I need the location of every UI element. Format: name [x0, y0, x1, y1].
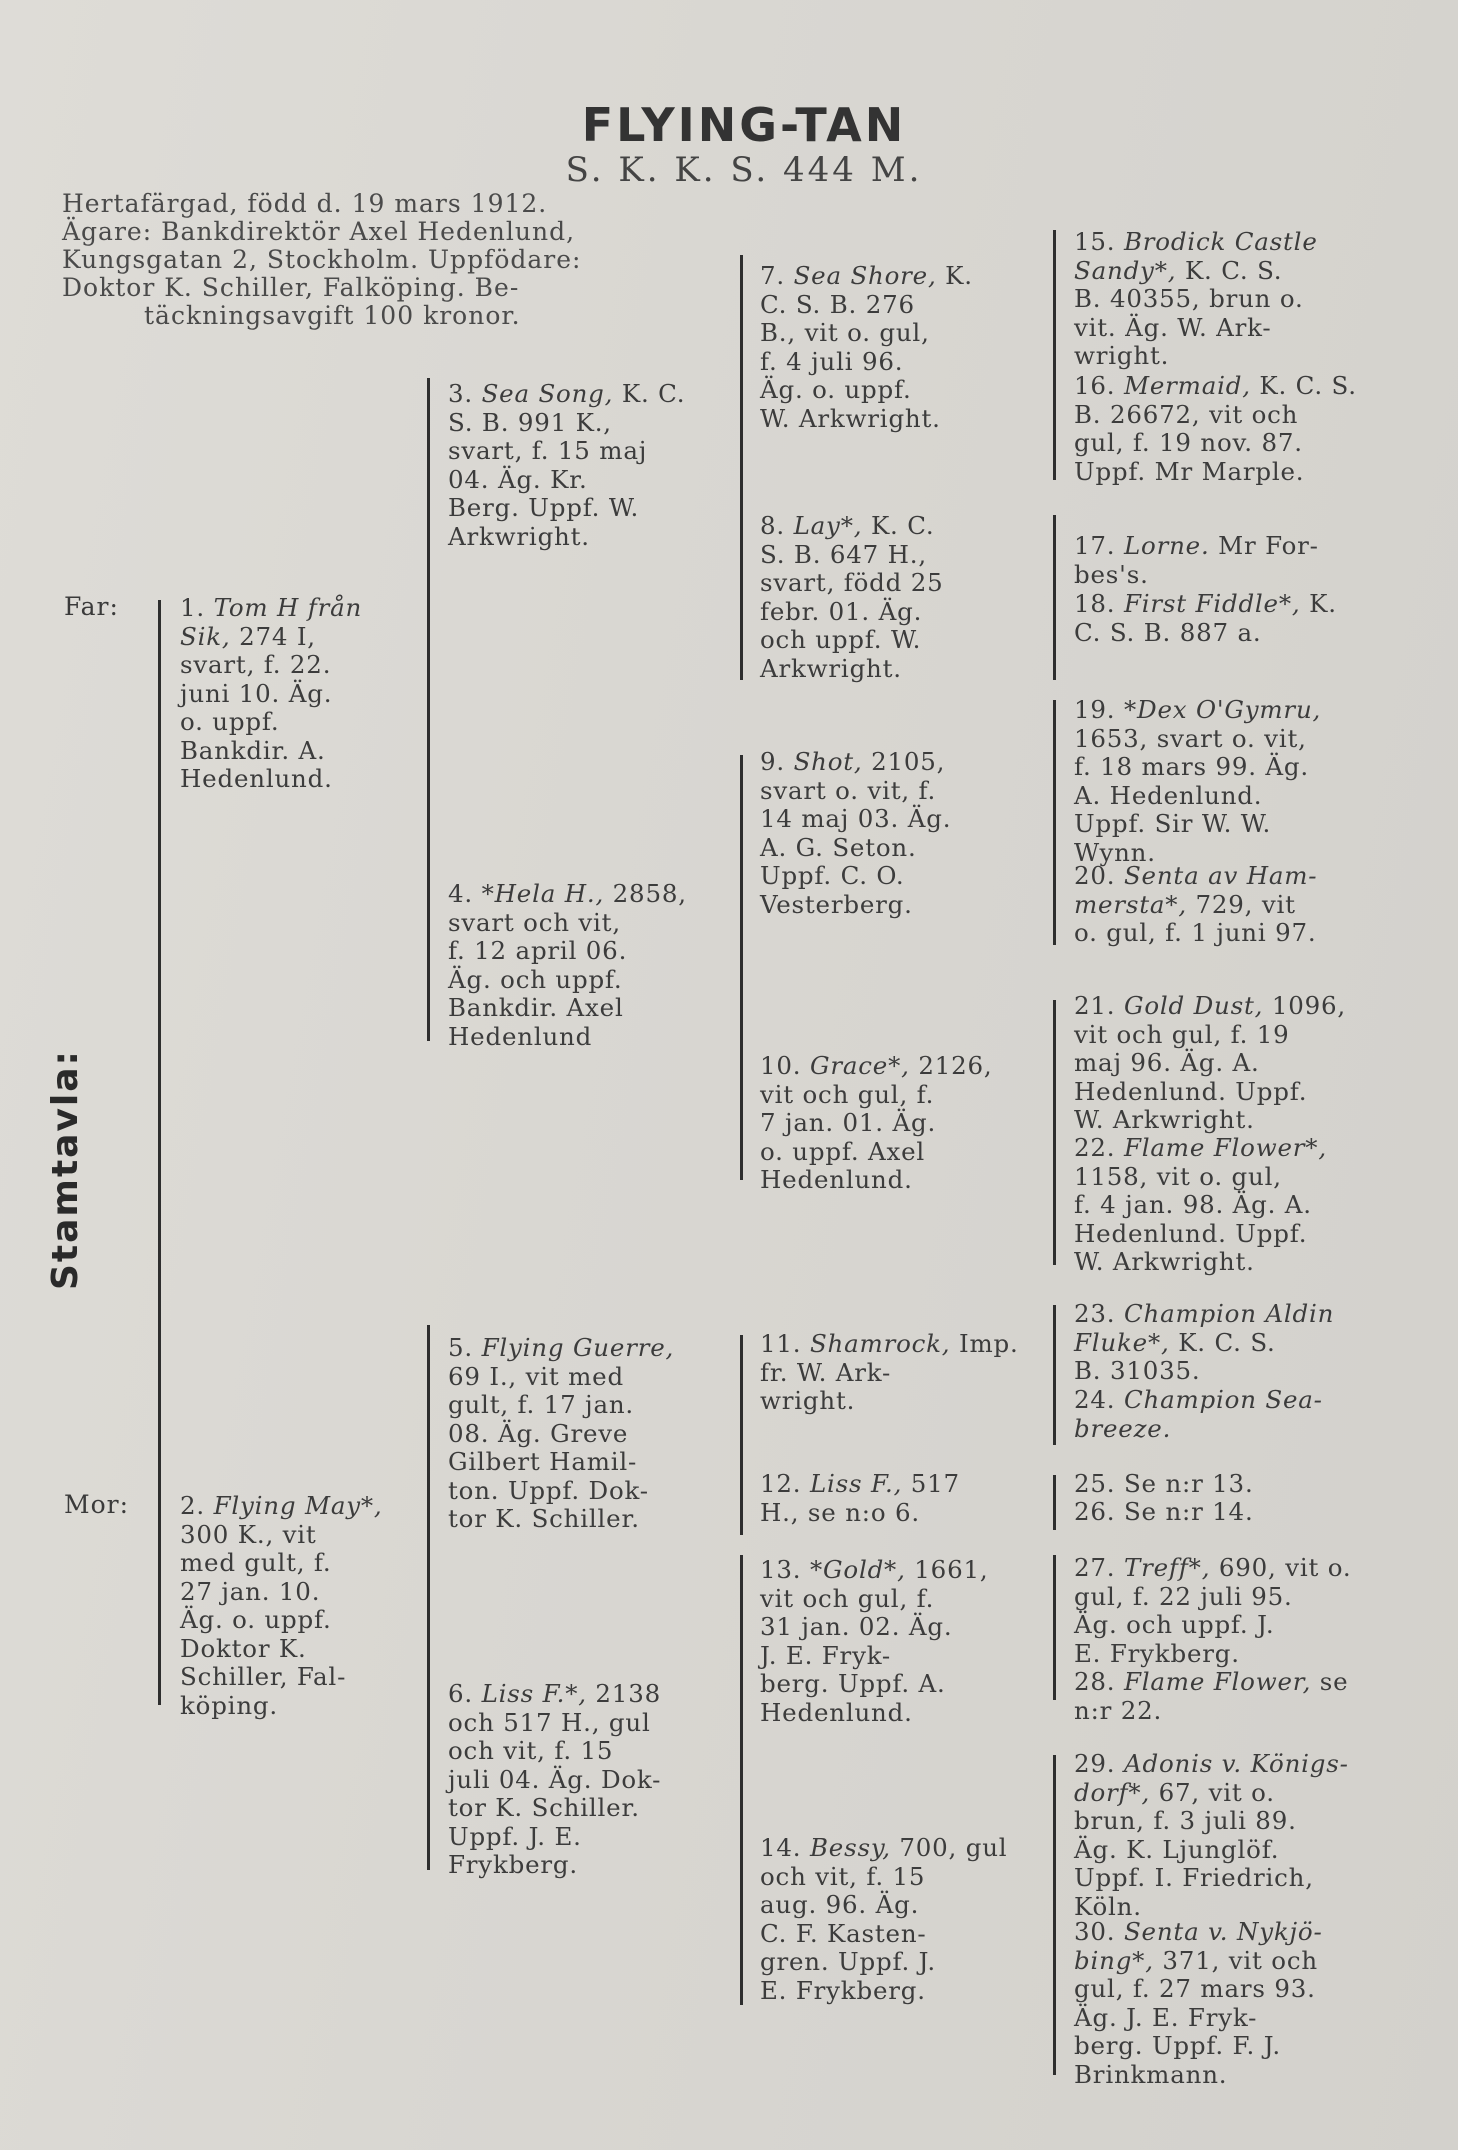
entry-name: Flame Flower*, — [1123, 1133, 1327, 1162]
entry-text: Berg. Uppf. W. — [448, 493, 640, 522]
entry-text: B. 26672, vit och — [1074, 399, 1299, 429]
entry-number: 18. — [1074, 589, 1116, 618]
entry-number: 9. — [760, 747, 785, 776]
entry-name: Grace*, — [809, 1051, 910, 1080]
entry-text: Uppf. Mr Marple. — [1074, 456, 1305, 486]
entry-name: Flying May*, — [213, 1491, 383, 1520]
entry-text: Brinkmann. — [1074, 2059, 1228, 2089]
entry-text: Äg. o. uppf. — [760, 375, 912, 404]
dog-intro — [62, 190, 642, 330]
entry-text: svart, f. 22. — [180, 650, 332, 679]
entry-text: K. — [945, 261, 973, 290]
entry-name: Sik, — [180, 621, 231, 651]
entry-text: vit och gul, f. — [760, 1583, 935, 1613]
entry-text: ton. Uppf. Dok- — [448, 1475, 649, 1505]
entry-name: Fluke*, — [1074, 1327, 1170, 1357]
entry-text: och vit, f. 15 — [760, 1861, 926, 1891]
pedigree-entry-11 — [760, 1330, 1045, 1416]
entry-text: vit och gul, f. 19 — [1074, 1019, 1290, 1049]
entry-text: 08. Äg. Greve — [448, 1418, 629, 1448]
entry-text: Uppf. I. Friedrich, — [1074, 1863, 1314, 1892]
entry-text: och vit, f. 15 — [448, 1736, 614, 1765]
entry-text: K. C. S. — [1178, 1327, 1276, 1357]
entry-text: Hedenlund — [448, 1021, 593, 1051]
entry-text: Schiller, Fal- — [180, 1662, 347, 1691]
entry-text: Arkwright. — [760, 653, 902, 683]
entry-text: o. gul, f. 1 juni 97. — [1074, 918, 1317, 947]
entry-text: 274 I, — [239, 621, 316, 651]
entry-text: S. B. 991 K., — [448, 407, 612, 437]
entry-text: B. 40355, brun o. — [1074, 284, 1304, 313]
entry-name: Adonis v. Königs- — [1123, 1749, 1349, 1778]
entry-number: 28. — [1074, 1667, 1116, 1696]
pedigree-entry-21 — [1074, 992, 1404, 1135]
page-title: FLYING-TAN — [581, 98, 907, 152]
entry-text: f. 4 juli 96. — [760, 346, 904, 376]
entry-text: E. Frykberg. — [1074, 1638, 1240, 1668]
entry-text: K. — [1309, 589, 1337, 618]
entry-number: 1. — [180, 593, 205, 622]
entry-text: aug. 96. Äg. — [760, 1890, 920, 1919]
pedigree-entry-13 — [760, 1556, 1045, 1727]
entry-name: breeze. — [1074, 1413, 1172, 1443]
entry-name: Shamrock, — [809, 1329, 951, 1358]
entry-text: och uppf. W. — [760, 625, 922, 654]
entry-text: fr. W. Ark- — [760, 1357, 892, 1387]
pedigree-entry-2 — [180, 1492, 410, 1720]
intro-line: Doktor K. Schiller, Falköping. Be- — [62, 273, 520, 302]
entry-name: bing*, — [1074, 1945, 1154, 1975]
entry-text: svart, f. 15 maj — [448, 436, 648, 465]
bracket-line — [158, 600, 161, 1705]
entry-text: 2126, — [918, 1051, 993, 1080]
entry-text: 1096, — [1271, 991, 1346, 1020]
bracket-line — [427, 1325, 430, 1870]
entry-text: Hedenlund. — [760, 1165, 913, 1194]
entry-number: 8. — [760, 511, 785, 540]
entry-number: 16. — [1074, 371, 1116, 400]
bracket-line — [1053, 1475, 1056, 1530]
entry-name: First Fiddle*, — [1123, 589, 1301, 618]
pedigree-entry-3 — [448, 380, 728, 551]
entry-number: 22. — [1074, 1133, 1116, 1162]
entry-text: C. S. B. 887 a. — [1074, 617, 1262, 647]
entry-text: 67, vit o. — [1158, 1777, 1275, 1807]
entry-text: Doktor K. — [180, 1633, 307, 1663]
pedigree-entry-6 — [448, 1680, 728, 1880]
entry-text: gult, f. 17 jan. — [448, 1390, 635, 1419]
entry-text: köping. — [180, 1690, 278, 1720]
entry-name: Tom H från — [213, 593, 363, 622]
entry-text: A. G. Seton. — [760, 832, 917, 862]
pedigree-entry-10 — [760, 1052, 1045, 1195]
entry-text: 371, vit och — [1162, 1945, 1318, 1975]
entry-text: juli 04. Äg. Dok- — [448, 1764, 662, 1794]
entry-text: Arkwright. — [448, 521, 590, 551]
registration-number: S. K. K. S. 444 M. — [565, 150, 923, 190]
entry-text: svart, född 25 — [760, 568, 944, 597]
entry-number: 21. — [1074, 991, 1116, 1020]
entry-number: 17. — [1074, 531, 1116, 560]
entry-text: Vesterberg. — [760, 889, 913, 919]
entry-text: brun, f. 3 juli 89. — [1074, 1806, 1297, 1835]
entry-name: Champion Sea- — [1123, 1385, 1323, 1414]
bracket-line — [740, 255, 743, 680]
pedigree-entry-18 — [1074, 590, 1404, 647]
entry-text: 729, vit — [1195, 889, 1296, 919]
entry-text: gul, f. 22 juli 95. — [1074, 1581, 1293, 1611]
entry-number: 23. — [1074, 1299, 1116, 1328]
bracket-line — [1053, 700, 1056, 945]
pedigree-entry-14 — [760, 1834, 1045, 2005]
entry-text: C. F. Kasten- — [760, 1918, 927, 1948]
pedigree-entry-22 — [1074, 1134, 1404, 1277]
entry-text: tor K. Schiller. — [448, 1793, 640, 1822]
entry-text: wright. — [1074, 341, 1170, 370]
entry-name: Sandy*, — [1074, 255, 1177, 285]
pedigree-side-label: Stamtavla: — [45, 1049, 86, 1290]
entry-name: Lorne. — [1123, 531, 1210, 560]
entry-name: mersta*, — [1074, 889, 1187, 919]
pedigree-entry-4 — [448, 880, 728, 1051]
pedigree-entry-25 — [1074, 1470, 1404, 1499]
entry-text: Frykberg. — [448, 1850, 578, 1879]
entry-name: Gold Dust, — [1123, 991, 1264, 1020]
bracket-line — [1053, 1000, 1056, 1265]
entry-text: 69 I., vit med — [448, 1361, 624, 1391]
entry-text: och 517 H., gul — [448, 1707, 651, 1737]
entry-text: B. 31035. — [1074, 1356, 1201, 1385]
entry-text: Hedenlund. Uppf. — [1074, 1218, 1308, 1248]
entry-text: med gult, f. — [180, 1548, 332, 1577]
entry-text: Äg. o. uppf. — [180, 1605, 332, 1634]
entry-text: 300 K., vit — [180, 1519, 317, 1549]
entry-text: gren. Uppf. J. — [760, 1947, 936, 1976]
entry-text: 517 — [910, 1469, 960, 1498]
entry-number: 13. — [760, 1555, 802, 1584]
intro-line: Kungsgatan 2, Stockholm. Uppfödare: — [62, 245, 582, 274]
entry-name: Senta v. Nykjö- — [1123, 1917, 1323, 1946]
pedigree-entry-27 — [1074, 1554, 1404, 1668]
entry-text: S. B. 647 H., — [760, 539, 927, 569]
entry-text: berg. Uppf. F. J. — [1074, 2031, 1282, 2060]
entry-text: f. 12 april 06. — [448, 936, 628, 965]
entry-text: Bankdir. Axel — [448, 993, 624, 1022]
entry-text: Köln. — [1074, 1891, 1142, 1921]
entry-text: 1653, svart o. vit, — [1074, 723, 1307, 753]
entry-text: febr. 01. Äg. — [760, 596, 923, 626]
pedigree-entry-9 — [760, 748, 1045, 919]
entry-name: Bessy, — [809, 1833, 891, 1862]
entry-text: W. Arkwright. — [760, 403, 941, 433]
entry-text: Uppf. Sir W. W. — [1074, 809, 1272, 838]
entry-number: 26. — [1074, 1497, 1116, 1526]
entry-text: 04. Äg. Kr. — [448, 464, 588, 494]
pedigree-entry-20 — [1074, 862, 1404, 948]
entry-number: 7. — [760, 261, 785, 290]
entry-text: berg. Uppf. A. — [760, 1669, 946, 1698]
entry-name: Lay*, — [793, 511, 863, 540]
entry-text: Äg. och uppf. J. — [1074, 1610, 1275, 1639]
entry-name: Treff*, — [1123, 1553, 1211, 1582]
entry-text: Se n:r 13. — [1123, 1469, 1254, 1498]
entry-text: bes's. — [1074, 559, 1149, 589]
entry-text: svart och vit, — [448, 907, 621, 937]
entry-text: Mr For- — [1218, 531, 1319, 560]
pedigree-entry-5 — [448, 1334, 728, 1534]
entry-text: vit och gul, f. — [760, 1079, 935, 1109]
entry-number: 30. — [1074, 1917, 1116, 1946]
pedigree-entry-19 — [1074, 696, 1404, 867]
entry-text: 31 jan. 02. Äg. — [760, 1612, 953, 1641]
entry-text: f. 4 jan. 98. Äg. A. — [1074, 1190, 1312, 1219]
entry-name: Sea Song, — [481, 379, 614, 408]
bracket-line — [1053, 230, 1056, 480]
intro-line: Ägare: Bankdirektör Axel Hedenlund, — [62, 217, 576, 246]
pedigree-entry-16 — [1074, 372, 1404, 486]
entry-text: maj 96. Äg. A. — [1074, 1048, 1260, 1077]
entry-text: K. C. S. — [1184, 255, 1283, 285]
entry-name: Senta av Ham- — [1123, 861, 1318, 890]
entry-number: 20. — [1074, 861, 1116, 890]
entry-text: H., se n:o 6. — [760, 1497, 920, 1527]
entry-text: Hedenlund. — [180, 764, 333, 793]
entry-text: Äg. J. E. Fryk- — [1074, 2002, 1258, 2032]
entry-number: 6. — [448, 1679, 473, 1708]
entry-text: Gilbert Hamil- — [448, 1447, 638, 1476]
entry-text: 1158, vit o. gul, — [1074, 1161, 1282, 1191]
entry-text: Äg. och uppf. — [448, 964, 623, 994]
pedigree-entry-23 — [1074, 1300, 1404, 1386]
intro-line: täckningsavgift 100 kronor. — [144, 301, 521, 330]
entry-text: tor K. Schiller. — [448, 1504, 640, 1533]
entry-text: Imp. — [958, 1329, 1019, 1358]
entry-number: 4. — [448, 879, 473, 908]
bracket-line — [740, 1335, 743, 1535]
intro-line: Hertafärgad, född d. 19 mars 1912. — [62, 189, 548, 218]
entry-text: C. S. B. 276 — [760, 289, 915, 319]
entry-text: Bankdir. A. — [180, 735, 326, 765]
entry-name: Liss F.*, — [481, 1679, 587, 1708]
entry-number: 25. — [1074, 1469, 1116, 1498]
entry-number: 2. — [180, 1491, 205, 1520]
pedigree-entry-30 — [1074, 1918, 1404, 2089]
entry-text: Hedenlund. — [760, 1697, 913, 1727]
pedigree-entry-29 — [1074, 1750, 1404, 1921]
entry-text: J. E. Fryk- — [760, 1640, 892, 1670]
pedigree-entry-12 — [760, 1470, 1045, 1527]
pedigree-entry-24 — [1074, 1386, 1404, 1443]
entry-text: Wynn. — [1074, 837, 1156, 867]
entry-text: 700, gul — [899, 1833, 1008, 1862]
entry-name: *Hela H., — [481, 879, 605, 908]
bracket-line — [740, 1555, 743, 2005]
bracket-line — [740, 755, 743, 1180]
entry-name: Champion Aldin — [1123, 1299, 1335, 1328]
entry-name: Mermaid, — [1123, 371, 1251, 400]
entry-text: juni 10. Äg. — [180, 678, 333, 708]
entry-number: 24. — [1074, 1385, 1116, 1414]
entry-number: 10. — [760, 1051, 802, 1080]
entry-text: o. uppf. — [180, 707, 280, 736]
entry-number: 27. — [1074, 1553, 1116, 1582]
entry-text: 14 maj 03. Äg. — [760, 804, 952, 833]
entry-text: K. C. — [870, 511, 935, 540]
pedigree-entry-28 — [1074, 1668, 1404, 1725]
bracket-line — [1053, 1305, 1056, 1445]
entry-text: A. Hedenlund. — [1074, 780, 1263, 810]
entry-text: Hedenlund. Uppf. — [1074, 1076, 1308, 1106]
entry-text: f. 18 mars 99. Äg. — [1074, 752, 1309, 781]
entry-text: E. Frykberg. — [760, 1975, 926, 2005]
entry-number: 29. — [1074, 1749, 1116, 1778]
entry-text: vit. Äg. W. Ark- — [1074, 312, 1272, 342]
entry-text: W. Arkwright. — [1074, 1105, 1255, 1134]
entry-name: Flame Flower, — [1123, 1667, 1312, 1696]
entry-text: Se n:r 14. — [1123, 1497, 1254, 1526]
entry-text: svart o. vit, f. — [760, 775, 937, 805]
entry-text: 2858, — [612, 879, 687, 908]
entry-name: Brodick Castle — [1123, 227, 1318, 256]
entry-text: gul, f. 27 mars 93. — [1074, 1974, 1316, 2003]
entry-text: wright. — [760, 1386, 856, 1415]
entry-name: dorf*, — [1074, 1777, 1151, 1807]
bracket-line — [427, 378, 430, 1041]
bracket-line — [1053, 1755, 1056, 2075]
entry-text: Uppf. C. O. — [760, 861, 905, 890]
entry-name: Sea Shore, — [793, 261, 937, 290]
entry-text: se — [1319, 1667, 1349, 1696]
entry-text: W. Arkwright. — [1074, 1247, 1255, 1276]
entry-number: 3. — [448, 379, 473, 408]
pedigree-entry-26 — [1074, 1498, 1404, 1527]
entry-text: 690, vit o. — [1218, 1553, 1352, 1582]
entry-text: n:r 22. — [1074, 1695, 1163, 1725]
bracket-line — [1053, 515, 1056, 680]
entry-text: Äg. K. Ljunglöf. — [1074, 1834, 1280, 1864]
entry-number: 19. — [1074, 695, 1116, 724]
entry-number: 12. — [760, 1469, 802, 1498]
dam-label: Mor: — [64, 1490, 130, 1519]
entry-text: o. uppf. Axel — [760, 1136, 926, 1166]
pedigree-entry-17 — [1074, 532, 1404, 589]
entry-name: *Dex O'Gymru, — [1123, 695, 1322, 724]
entry-text: 2138 — [595, 1679, 661, 1708]
entry-number: 5. — [448, 1333, 473, 1362]
entry-text: B., vit o. gul, — [760, 318, 930, 347]
entry-text: K. C. S. — [1259, 371, 1357, 400]
entry-text: 1661, — [914, 1555, 989, 1584]
entry-text: K. C. — [621, 379, 686, 408]
pedigree-entry-8 — [760, 512, 1045, 683]
bracket-line — [1053, 1555, 1056, 1700]
entry-number: 11. — [760, 1329, 802, 1358]
entry-text: 7 jan. 01. Äg. — [760, 1108, 937, 1137]
entry-text: gul, f. 19 nov. 87. — [1074, 428, 1303, 457]
sire-label: Far: — [64, 592, 119, 621]
entry-text: Uppf. J. E. — [448, 1821, 582, 1851]
entry-name: Shot, — [793, 747, 863, 776]
entry-number: 15. — [1074, 227, 1116, 256]
entry-text: 27 jan. 10. — [180, 1576, 321, 1606]
entry-name: *Gold*, — [809, 1555, 906, 1584]
pedigree-entry-15 — [1074, 228, 1404, 371]
entry-name: Flying Guerre, — [481, 1333, 675, 1362]
entry-number: 14. — [760, 1833, 802, 1862]
entry-name: Liss F., — [809, 1469, 903, 1498]
pedigree-entry-7 — [760, 262, 1045, 433]
entry-text: 2105, — [871, 747, 946, 776]
pedigree-entry-1 — [180, 594, 410, 794]
